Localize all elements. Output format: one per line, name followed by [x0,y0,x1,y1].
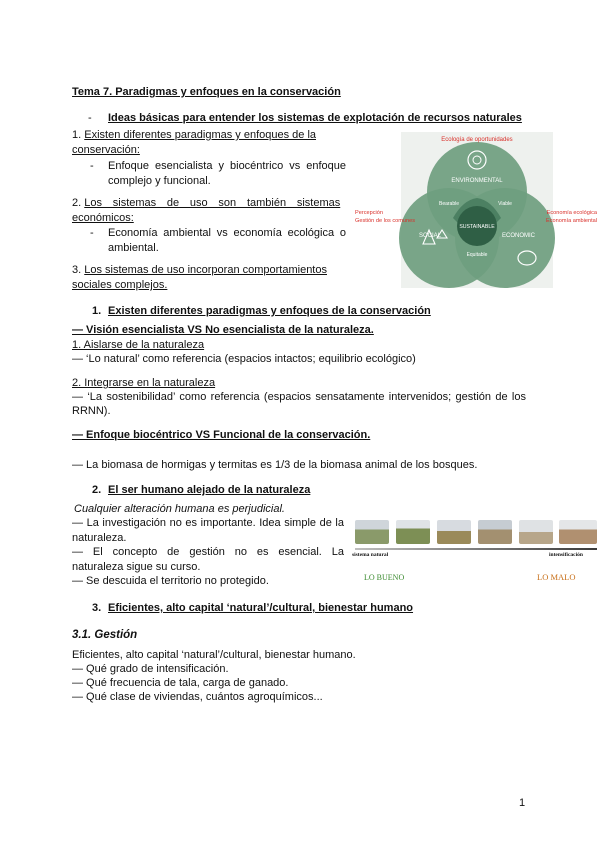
section-3-line: Eficientes, alto capital ‘natural’/cultural, bienestar humano. [72,649,356,661]
sub2-text-a: — ‘La sostenibilidad’ como referencia (espacios sensatamente intervenidos; gestión de los [72,391,526,403]
venn-environmental-label: ENVIRONMENTAL [451,178,503,184]
sub1-title: 1. Aislarse de la naturaleza [72,339,205,351]
venn-right-label-b: Economía ambiental [546,218,597,224]
landscape-photo-5 [519,520,553,544]
venn-sustainable-label: SUSTAINABLE [459,224,495,230]
landscape-photo-2 [396,520,430,544]
section-1-heading-row [92,305,431,317]
section-3-num: 3. [92,602,102,614]
section-1-num: 1. [92,305,102,317]
gradient-arrow [355,548,597,550]
intro-item-2-num: 2. [72,197,82,209]
section-2-subtitle: Cualquier alteración humana es perjudicial. [74,503,285,515]
landscape-photo-4 [478,520,512,544]
intro-item-2-sub-a: Economía ambiental vs economía ecológica o [108,227,346,239]
venn-right-label-a: Economía ecológica [546,210,597,216]
strip-left-label: sistema natural [352,552,389,558]
sub2-title: 2. Integrarse en la naturaleza [72,377,216,389]
sub2-text-b: RRNN). [72,405,111,417]
intro-item-1 [72,128,346,158]
venn-left-label-a: Percepción [355,210,383,216]
intro-item-3-num: 3. [72,264,82,276]
vision-line: — Visión esencialista VS No esencialista de la naturaleza. [72,324,374,336]
intro-item-3-text-a: Los sistemas de uso incorporan comportamientos [84,264,327,276]
section-2-line-2-b: naturaleza sigue su curso. [72,560,201,573]
intro-item-1-sub-a: Enfoque esencialista y biocéntrico vs enfoque [108,160,346,172]
intro-item-1-sub-b: complejo y funcional. [108,174,211,187]
section-3-sub-title: 3.1. Gestión [72,629,138,641]
sustainability-venn-diagram [353,130,599,290]
venn-economic-label: ECONOMIC [502,233,535,239]
venn-left-label-b: Gestión de los comunes [355,218,416,224]
section-2-line-1-b: naturaleza. [72,531,127,544]
intro-item-1-text-a: Existen diferentes paradigmas y enfoques de la [84,129,317,141]
intro-item-2-sub-b: ambiental. [108,241,159,254]
section-3-heading: Eficientes, alto capital ‘natural’/cultural, bienestar humano [108,602,414,614]
intro-item-2-text-a: Los sistemas de uso son también sistemas [84,197,341,209]
page-number: 1 [519,797,526,809]
landscape-photo-6 [559,520,597,544]
section-2-line-1 [72,516,347,545]
biomasa-line: — La biomasa de hormigas y termitas es 1/3 de la biomasa animal de los bosques. [72,459,478,471]
page-title: Tema 7. Paradigmas y enfoques en la conservación [72,86,341,98]
intro-item-2-sub: - Economía ambiental vs economía ecológica o ambiental. [90,227,346,254]
section-2-line-3: — Se descuida el territorio no protegido. [72,575,269,587]
sub1-text: — ‘Lo natural’ como referencia (espacios intactos; equilibrio ecológico) [72,353,416,365]
intro-heading-row [88,112,522,124]
enfoque-line: — Enfoque biocéntrico VS Funcional de la conservación. [72,429,371,441]
intro-dash: - [88,112,92,124]
section-2-num: 2. [92,484,102,496]
section-1-heading: Existen diferentes paradigmas y enfoques de la conservación [108,305,431,317]
intro-item-2-text-b: económicos: [72,212,134,224]
intro-item-1-text-b: conservación: [72,144,140,156]
intro-item-1-sub: - Enfoque esencialista y biocéntrico vs enfoque complejo y funcional. [90,160,346,187]
venn-bearable-label: Bearable [438,201,460,207]
intro-item-1-num: 1. [72,129,82,141]
venn-top-label: Ecología de oportunidades [441,137,513,143]
lo-bueno-label: LO BUENO [364,573,405,582]
strip-right-label: intensificación [549,552,583,558]
section-2-line-1-a: — La investigación no es importante. Idea simple de la [72,517,344,529]
section-2-heading: El ser humano alejado de la naturaleza [108,484,311,496]
section-3-line: — Qué grado de intensificación. [72,663,229,675]
landscape-photo-1 [355,520,389,544]
landscape-photo-3 [437,520,471,544]
intro-item-3 [72,263,346,293]
intro-item-3-text-b: sociales complejos. [72,279,168,291]
intro-item-2 [72,196,346,226]
section-3-line: — Qué clase de viviendas, cuántos agroquímicos... [72,691,323,703]
venn-social-label: SOCIAL [419,233,442,239]
intro-heading: Ideas básicas para entender los sistemas de explotación de recursos naturales [108,112,522,124]
section-3-heading-row [92,602,413,614]
section-2-line-2-a: — El concepto de gestión no es esencial. La [72,546,344,558]
venn-viable-label: Viable [498,201,512,207]
venn-equitable-label: Equitable [466,252,488,258]
lo-malo-label: LO MALO [537,572,576,582]
section-2-heading-row [92,484,310,496]
section-2-line-2 [72,545,347,574]
section-3-line: — Qué frecuencia de tala, carga de ganado. [72,677,289,689]
